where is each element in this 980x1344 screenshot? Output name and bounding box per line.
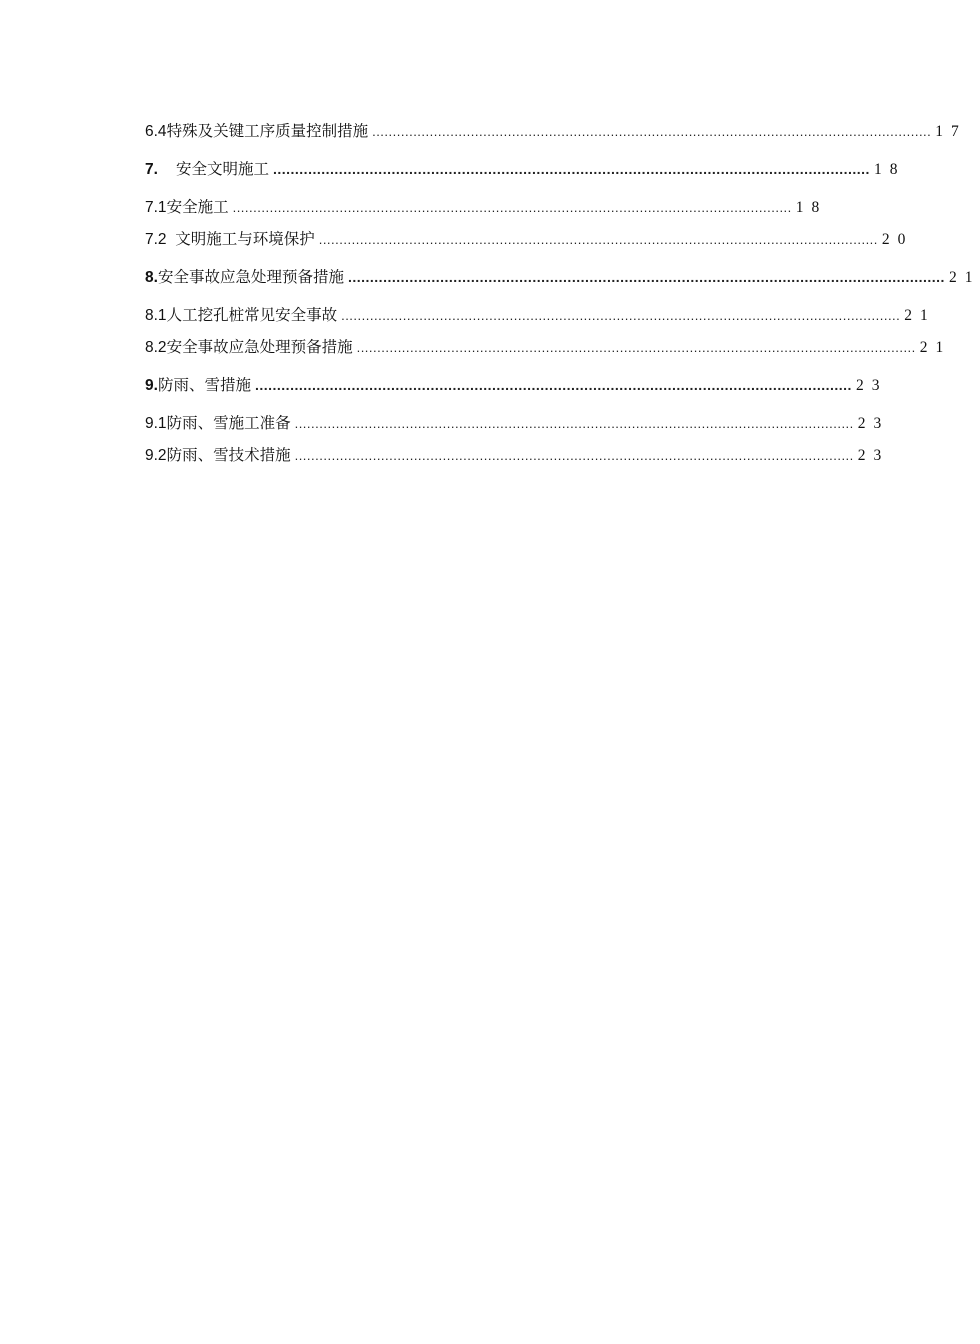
toc-entry-number: 8. xyxy=(145,269,158,286)
table-of-contents xyxy=(145,119,980,467)
toc-entry-number: 8.1 xyxy=(145,307,167,324)
toc-entry-number-text: 7.2 xyxy=(145,231,167,248)
toc-dot-leader: ........................................................................................................................................ xyxy=(232,200,792,215)
toc-entry-7[interactable] xyxy=(145,157,906,181)
toc-dot-leader: ........................................................................................................................................ xyxy=(318,232,878,247)
toc-entry-title: 防雨、雪施工准备 xyxy=(166,414,291,432)
toc-entry-title: 安全事故应急处理预备措施 xyxy=(157,268,344,286)
toc-entry-title: 安全事故应急处理预备措施 xyxy=(166,338,353,356)
toc-page-number: 23 xyxy=(857,415,890,432)
toc-page-number: 23 xyxy=(857,447,890,464)
toc-entry-number-text: 7. xyxy=(145,161,158,178)
toc-entry-6-4[interactable] xyxy=(145,119,967,143)
toc-page-number: 18 xyxy=(873,161,906,178)
toc-entry-7-1[interactable] xyxy=(145,195,828,219)
toc-dot-leader: ........................................................................................................................................ xyxy=(372,124,932,139)
toc-page-number: 21 xyxy=(904,307,936,324)
toc-entry-9[interactable] xyxy=(145,373,888,397)
toc-dot-leader: ........................................................................................................................................ xyxy=(356,340,916,355)
toc-page-number: 21 xyxy=(948,269,980,286)
toc-page-number: 17 xyxy=(935,123,967,140)
toc-entry-title: 防雨、雪技术措施 xyxy=(166,446,291,464)
toc-dot-leader: ........................................................................................................................................ xyxy=(294,416,854,431)
toc-entry-9-2[interactable] xyxy=(145,443,890,467)
toc-dot-leader: ........................................................................................................................................ xyxy=(272,161,870,177)
toc-entry-title: 文明施工与环境保护 xyxy=(175,230,315,248)
toc-entry-9-1[interactable] xyxy=(145,411,890,435)
toc-entry-number: 9.2 xyxy=(145,447,167,464)
toc-dot-leader: ........................................................................................................................................ xyxy=(347,269,945,285)
toc-entry-number: 6.4 xyxy=(145,123,167,140)
toc-page-number: 23 xyxy=(855,377,888,394)
toc-dot-leader: ........................................................................................................................................ xyxy=(341,308,901,323)
toc-entry-8[interactable] xyxy=(145,265,980,289)
toc-dot-leader: ........................................................................................................................................ xyxy=(294,448,854,463)
toc-entry-title: 安全文明施工 xyxy=(175,160,269,178)
toc-entry-title: 防雨、雪措施 xyxy=(157,376,251,394)
toc-entry-number: 7.1 xyxy=(145,199,167,216)
toc-page-number: 18 xyxy=(795,199,828,216)
toc-entry-8-2[interactable] xyxy=(145,335,952,359)
toc-entry-number xyxy=(145,228,175,252)
toc-page-number: 20 xyxy=(881,231,914,248)
toc-entry-number xyxy=(145,158,176,182)
toc-entry-7-2[interactable] xyxy=(145,227,914,251)
toc-dot-leader: ........................................................................................................................................ xyxy=(254,377,852,393)
toc-entry-title: 安全施工 xyxy=(166,198,229,216)
toc-entry-number: 9. xyxy=(145,377,158,394)
toc-entry-title: 特殊及关键工序质量控制措施 xyxy=(166,122,369,140)
toc-entry-number: 9.1 xyxy=(145,415,167,432)
toc-entry-title: 人工挖孔桩常见安全事故 xyxy=(166,306,338,324)
toc-page-number: 21 xyxy=(919,339,952,356)
toc-entry-8-1[interactable] xyxy=(145,303,936,327)
toc-entry-number: 8.2 xyxy=(145,339,167,356)
